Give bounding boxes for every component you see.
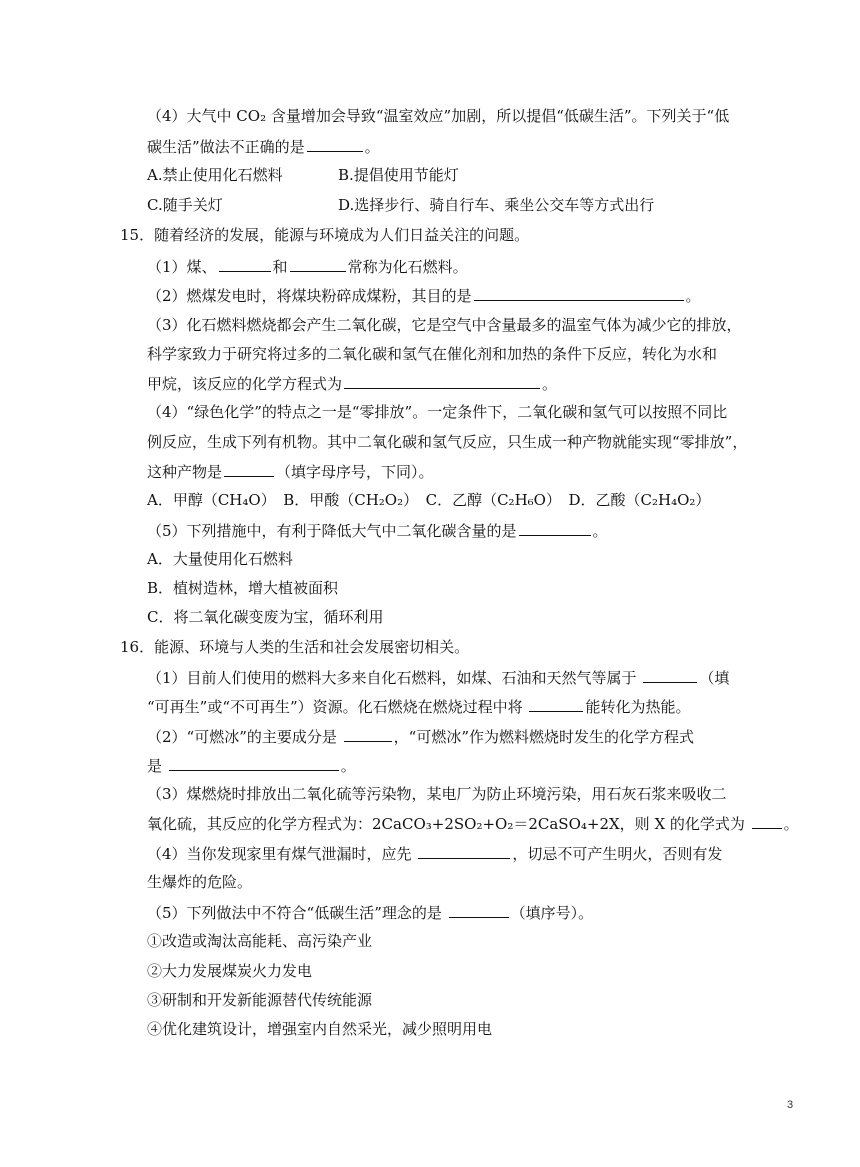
- q15-part4-line1: （4）“绿色化学”的特点之一是“零排放”。一定条件下，二氧化碳和氢气可以按照不同比: [147, 403, 728, 421]
- q16-part1-line1: [147, 667, 729, 688]
- q16-part1-text: （1）目前人们使用的燃料大多来自化石燃料，如煤、石油和天然气等属于: [147, 669, 642, 687]
- answer-blank[interactable]: [219, 256, 271, 272]
- q15-part1: [147, 256, 468, 277]
- q16-part2-text: （2）“可燃冰”的主要成分是: [147, 728, 342, 746]
- q16-part5: [147, 902, 593, 923]
- q15-part1-text: （1）煤、: [147, 258, 217, 276]
- q15-part5: [147, 520, 608, 541]
- q16-part5-item-4: ④优化建筑设计，增强室内自然采光，减少照明用电: [147, 1020, 493, 1038]
- q16-part1-line2-end: 能转化为热能。: [585, 698, 691, 716]
- answer-blank[interactable]: [418, 843, 510, 859]
- q14-4-option-a: A.禁止使用化石燃料: [147, 166, 283, 184]
- page-number: 3: [787, 1099, 794, 1111]
- answer-blank[interactable]: [529, 696, 583, 712]
- q16-part1-line2: [147, 696, 690, 717]
- q15-part4-text: 这种产物是: [147, 463, 223, 481]
- answer-blank[interactable]: [169, 755, 339, 771]
- q16-part3-end: 。: [783, 815, 799, 833]
- answer-blank[interactable]: [224, 461, 274, 477]
- q15-part4-line3: [147, 461, 434, 482]
- answer-blank[interactable]: [344, 726, 392, 742]
- q15-part2-end: 。: [685, 287, 701, 305]
- q16-part4-line1: [147, 843, 722, 864]
- q15-part1-and: 和: [272, 258, 288, 276]
- answer-blank[interactable]: [449, 902, 509, 918]
- q16-part1-line2-text: “可再生”或“不可再生”）资源。化石燃烧在燃烧过程中将: [147, 698, 528, 716]
- q14-4-line2-end: 。: [364, 138, 380, 156]
- q16-part5-text: （5）下列做法中不符合“低碳生活”理念的是: [147, 904, 447, 922]
- q14-4-option-b: B.提倡使用节能灯: [338, 166, 459, 184]
- answer-blank[interactable]: [290, 256, 346, 272]
- q16-part2-line2-text: 是: [147, 757, 167, 775]
- q14-4-line2: [147, 136, 380, 157]
- q14-4-line1: （4）大气中 CO₂ 含量增加会导致“温室效应”加剧，所以提倡“低碳生活”。下列关于“低: [147, 107, 730, 125]
- q15-part1-end: 常称为化石燃料。: [347, 258, 468, 276]
- q15-part2-text: （2）燃煤发电时，将煤块粉碎成煤粉，其目的是: [147, 287, 472, 305]
- q15-part3-line1: （3）化石燃料燃烧都会产生二氧化碳，它是空气中含量最多的温室气体为减少它的排放，: [147, 316, 742, 334]
- q16-part5-item-1: ①改造或淘汰高能耗、高污染产业: [147, 932, 373, 950]
- q16-part5-end: （填序号）。: [510, 904, 594, 922]
- q16-part5-item-3: ③研制和开发新能源替代传统能源: [147, 991, 373, 1009]
- answer-blank[interactable]: [643, 667, 697, 683]
- q16-part2-text-end: ，“可燃冰”作为燃料燃烧时发生的化学方程式: [393, 728, 694, 746]
- q15-part4-line2: 例反应，生成下列有机物。其中二氧化碳和氢气反应，只生成一种产物就能实现“零排放”，: [147, 433, 748, 451]
- q15-part5-end: 。: [592, 522, 608, 540]
- q16-part2-line2-end: 。: [340, 757, 356, 775]
- answer-blank[interactable]: [344, 373, 540, 389]
- q15-part3-end: 。: [542, 375, 558, 393]
- answer-blank[interactable]: [307, 136, 363, 152]
- q16-part3-text: 氧化硫，其反应的化学方程式为：2CaCO₃+2SO₂+O₂＝2CaSO₄+2X，则 X 的化学式为: [147, 815, 750, 833]
- q14-4-option-c: C.随手关灯: [147, 196, 223, 214]
- q16-part2-line2: [147, 755, 356, 776]
- q16-part4-text: （4）当你发现家里有煤气泄漏时，应先: [147, 845, 417, 863]
- q15-part2: [147, 285, 701, 306]
- answer-blank[interactable]: [474, 285, 684, 301]
- q16-part2-line1: [147, 726, 694, 747]
- q16-part1-fill: （填: [699, 669, 730, 687]
- q16-part4-text-end: ，切忌不可产生明火，否则有发: [512, 845, 723, 863]
- q15-part5-option-a: A．大量使用化石燃料: [147, 550, 293, 568]
- q15-part3-line3: [147, 373, 557, 394]
- q15-part5-option-b: B．植树造林，增大植被面积: [147, 579, 339, 597]
- q15-part3-line2: 科学家致力于研究将过多的二氧化碳和氢气在催化剂和加热的条件下反应，转化为水和: [147, 345, 718, 363]
- q15-part3-text: 甲烷，该反应的化学方程式为: [147, 375, 343, 393]
- q16-part4-line2: 生爆炸的危险。: [147, 873, 253, 891]
- q14-4-line2-text: 碳生活”做法不正确的是: [147, 138, 305, 156]
- q16-part3-line1: （3）煤燃烧时排放出二氧化硫等污染物，某电厂为防止环境污染，用石灰石浆来吸收二: [147, 785, 727, 803]
- q14-4-option-d: D.选择步行、骑自行车、乘坐公交车等方式出行: [338, 196, 655, 214]
- q15-part4-end: （填字母序号，下同）。: [276, 463, 434, 481]
- q15-part5-option-c: C．将二氧化碳变废为宝，循环利用: [147, 608, 384, 626]
- q15-part5-text: （5）下列措施中，有利于降低大气中二氧化碳含量的是: [147, 522, 517, 540]
- q15-stem: 15．随着经济的发展，能源与环境成为人们日益关注的问题。: [120, 226, 530, 244]
- q16-stem: 16．能源、环境与人类的生活和社会发展密切相关。: [120, 638, 470, 656]
- q16-part3-line2: [147, 813, 799, 834]
- q16-part5-item-2: ②大力发展煤炭火力发电: [147, 962, 313, 980]
- q15-part4-options: A．甲醇（CH₄O） B．甲酸（CH₂O₂） C．乙醇（C₂H₆O） D．乙酸（C₂H₄O₂）: [147, 491, 711, 509]
- answer-blank[interactable]: [752, 813, 782, 829]
- answer-blank[interactable]: [519, 520, 591, 536]
